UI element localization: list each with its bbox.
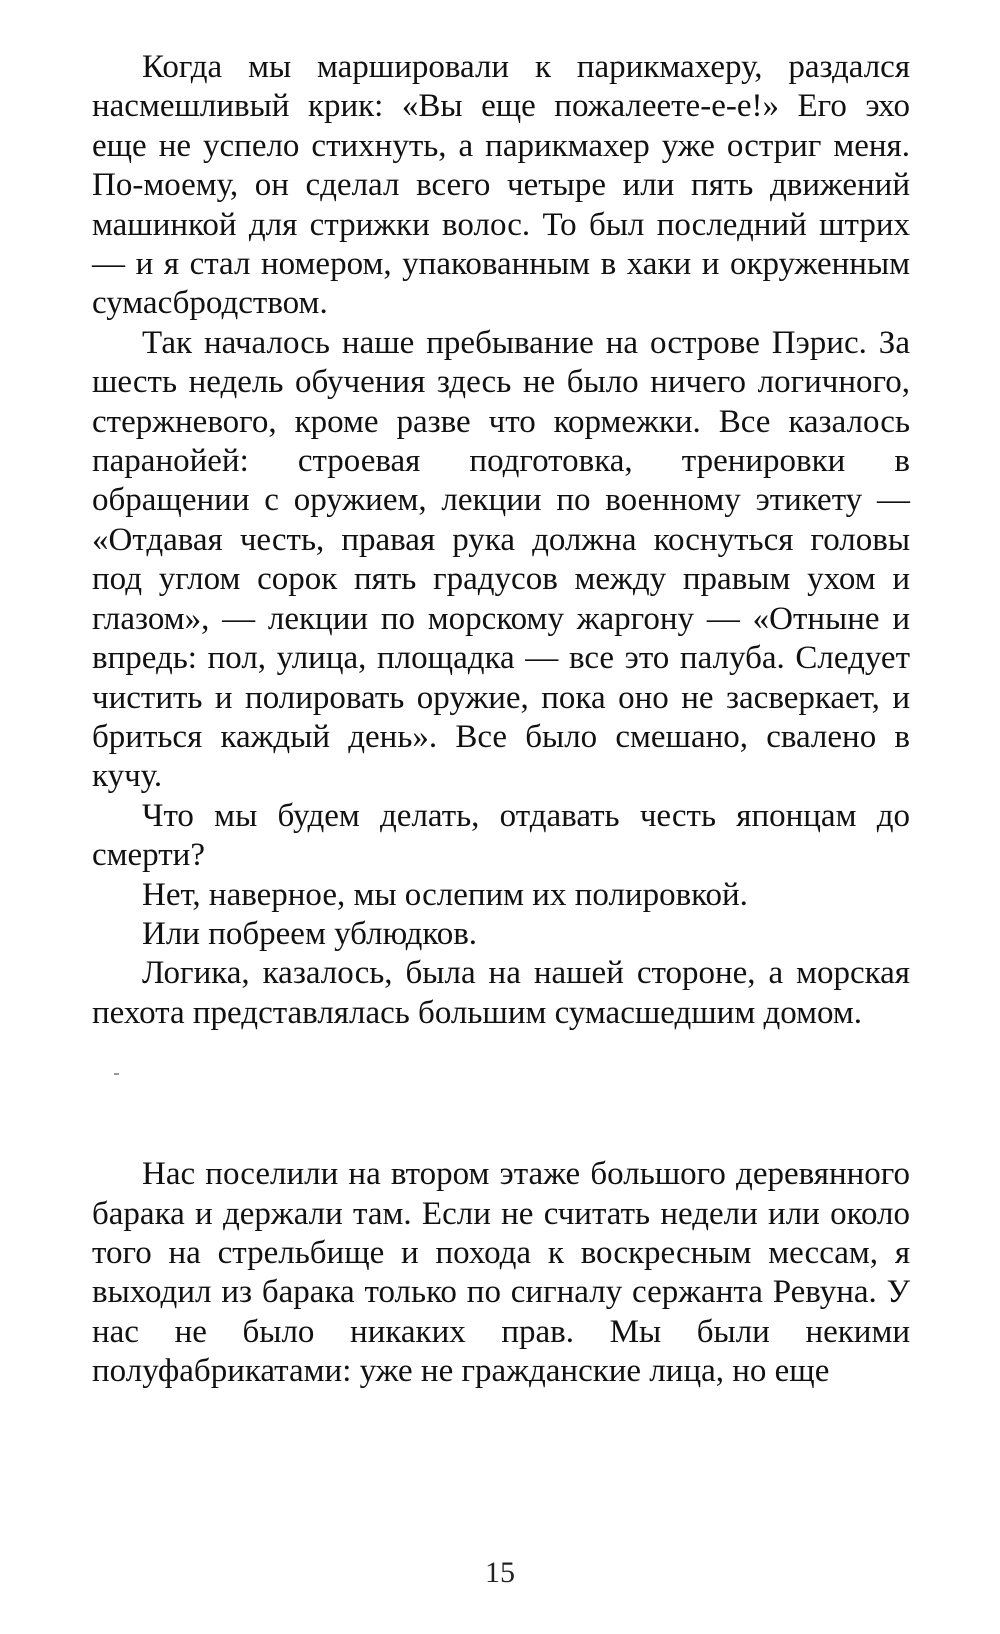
paragraph-dialogue-salute: Что мы будем делать, отдавать честь японцам до смерти? bbox=[92, 797, 910, 874]
paragraph-dialogue-polish: Нет, наверное, мы ослепим их полировкой. bbox=[142, 876, 748, 913]
paragraph-haircut: Когда мы маршировали к парикмахеру, раздался насмешливый крик: «Вы еще пожалеете-е-е!» Его эхо еще не успело стихнуть, а парикмахер уже остриг меня. По-моему, он сделал всего четыре или пять движений машинкой для стрижки волос. То был последний штрих — и я стал номером, упакованным в хаки и окруженным сумасбродством. bbox=[92, 49, 910, 322]
page-number: 15 bbox=[485, 1556, 515, 1589]
paragraph-parris-island: Так началось наше пребывание на острове Пэрис. За шесть недель обучения здесь не было ничего логичного, стержневого, кроме разве что кормежки. Все казалось паранойей: строевая подготовка, тренировки в обращении с оружием, лекции по военному этикету — «Отдавая честь, правая рука должна коснуться головы под углом сорок пять градусов между правым ухом и глазом», — лекции по морскому жаргону — «Отныне и впредь: пол, улица, площадка — все это палуба. Следует чистить и полировать оружие, пока оно не засверкает, и бриться каждый день». Все было смешано, свалено в кучу. bbox=[92, 324, 910, 795]
section-break bbox=[92, 1033, 910, 1155]
paragraph-logic: Логика, казалось, была на нашей стороне, а морская пехота представлялась большим сумасшедшим домом. bbox=[92, 955, 910, 1031]
paragraph-barracks: Нас поселили на втором этаже большого деревянного барака и держали там. Если не считать недели или около того на стрельбище и похода к воскресным мессам, я выходил из барака только по сигналу сержанта Ревуна. У нас не было никаких прав. Мы были некими полуфабрикатами: уже не гражданские лица, но еще bbox=[92, 1156, 910, 1390]
book-page bbox=[92, 48, 910, 1392]
paragraph-dialogue-shave: Или побреем ублюдков. bbox=[142, 915, 478, 952]
section-break-mark bbox=[114, 1073, 119, 1075]
